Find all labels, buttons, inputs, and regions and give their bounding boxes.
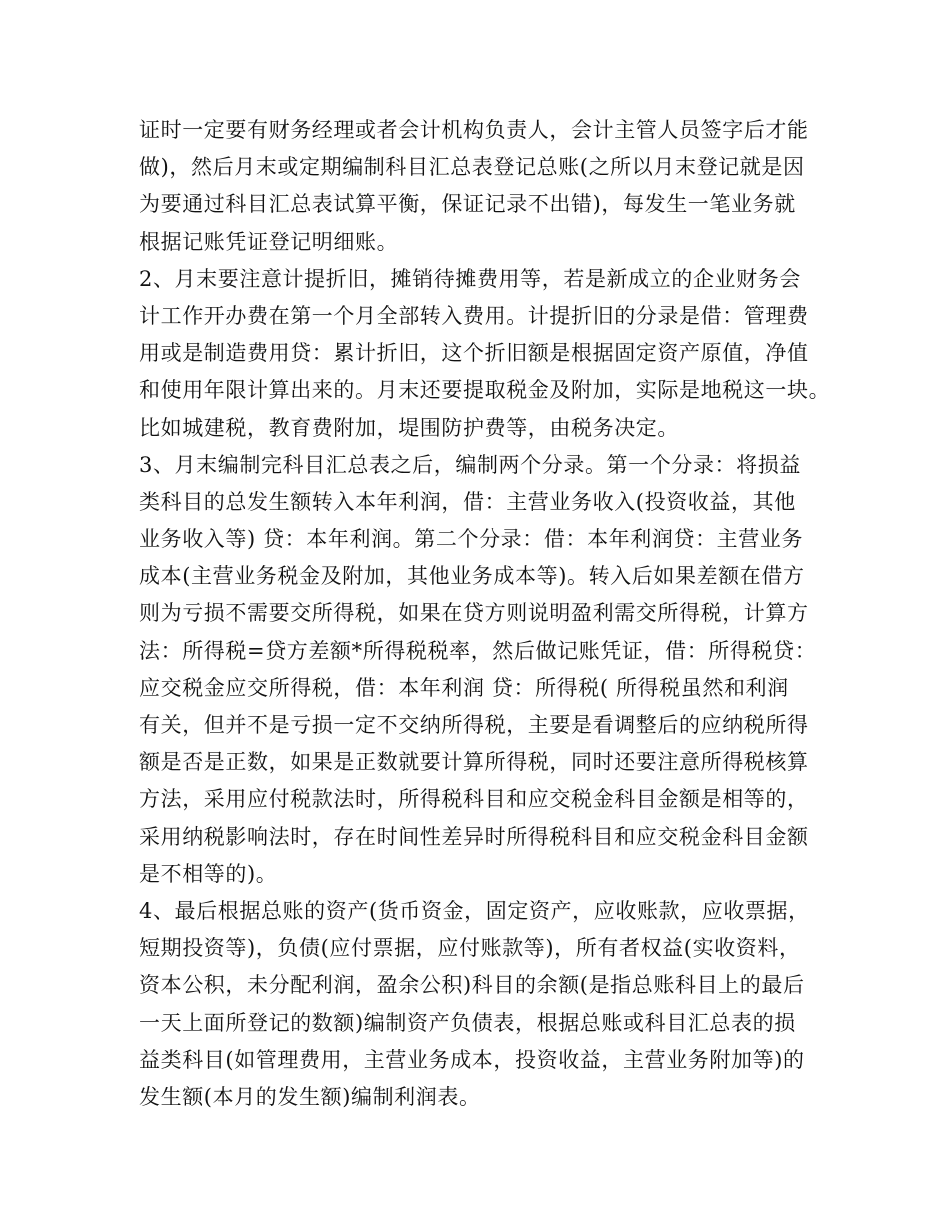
text-line: 2、月末要注意计提折旧，摊销待摊费用等，若是新成立的企业财务会 bbox=[139, 266, 801, 291]
text-line: 业务收入等) 贷：本年利润。第二个分录：借：本年利润贷：主营业务 bbox=[139, 527, 804, 552]
text-line: 类科目的总发生额转入本年利润，借：主营业务收入(投资收益，其他 bbox=[139, 489, 796, 514]
text-line: 为要通过科目汇总表试算平衡，保证记录不出错)，每发生一笔业务就 bbox=[139, 192, 796, 217]
text-line: 一天上面所登记的数额)编制资产负债表，根据总账或科目汇总表的损 bbox=[139, 1010, 796, 1035]
text-line: 3、月末编制完科目汇总表之后，编制两个分录。第一个分录：将损益 bbox=[139, 452, 801, 477]
text-line: 做)，然后月末或定期编制科目汇总表登记总账(之所以月末登记就是因 bbox=[139, 155, 805, 180]
text-line: 根据记账凭证登记明细账。 bbox=[139, 229, 399, 254]
text-line: 证时一定要有财务经理或者会计机构负责人，会计主管人员签字后才能 bbox=[139, 118, 809, 142]
text-line: 成本(主营业务税金及附加，其他业务成本等)。转入后如果差额在借方 bbox=[139, 564, 805, 589]
text-line: 短期投资等)，负债(应付票据，应付账款等)，所有者权益(实收资料， bbox=[139, 936, 801, 961]
text-line: 是不相等的)。 bbox=[139, 861, 278, 886]
text-line: 发生额(本月的发生额)编制利润表。 bbox=[139, 1084, 481, 1109]
text-line: 则为亏损不需要交所得税，如果在贷方则说明盈利需交所得税，计算方 bbox=[139, 601, 809, 626]
text-line: 有关，但并不是亏损一定不交纳所得税，主要是看调整后的应纳税所得 bbox=[139, 713, 809, 737]
text-line: 法：所得税=贷方差额*所得税税率，然后做记账凭证，借：所得税贷： bbox=[139, 638, 817, 663]
text-line: 和使用年限计算出来的。月末还要提取税金及附加，实际是地税这一块。 bbox=[139, 378, 831, 403]
text-line: 益类科目(如管理费用，主营业务成本，投资收益，主营业务附加等)的 bbox=[139, 1047, 805, 1072]
text-line: 方法，采用应付税款法时，所得税科目和应交税金科目金额是相等的， bbox=[139, 787, 809, 812]
text-line: 4、最后根据总账的资产(货币资金，固定资产，应收账款，应收票据， bbox=[139, 898, 810, 923]
text-line: 比如城建税，教育费附加，堤围防护费等，由税务决定。 bbox=[139, 415, 679, 440]
text-line: 额是否是正数，如果是正数就要计算所得税，同时还要注意所得税核算 bbox=[139, 750, 809, 775]
text-line: 采用纳税影响法时，存在时间性差异时所得税科目和应交税金科目金额 bbox=[139, 824, 809, 849]
text-line: 资本公积，未分配利润，盈余公积)科目的余额(是指总账科目上的最后 bbox=[139, 973, 805, 998]
text-line: 计工作开办费在第一个月全部转入费用。计提折旧的分录是借：管理费 bbox=[139, 303, 809, 328]
text-line: 用或是制造费用贷：累计折旧，这个折旧额是根据固定资产原值，净值 bbox=[139, 341, 809, 366]
document-body bbox=[139, 112, 939, 1116]
text-line: 应交税金应交所得税，借：本年利润 贷：所得税( 所得税虽然和利润 bbox=[139, 675, 789, 700]
